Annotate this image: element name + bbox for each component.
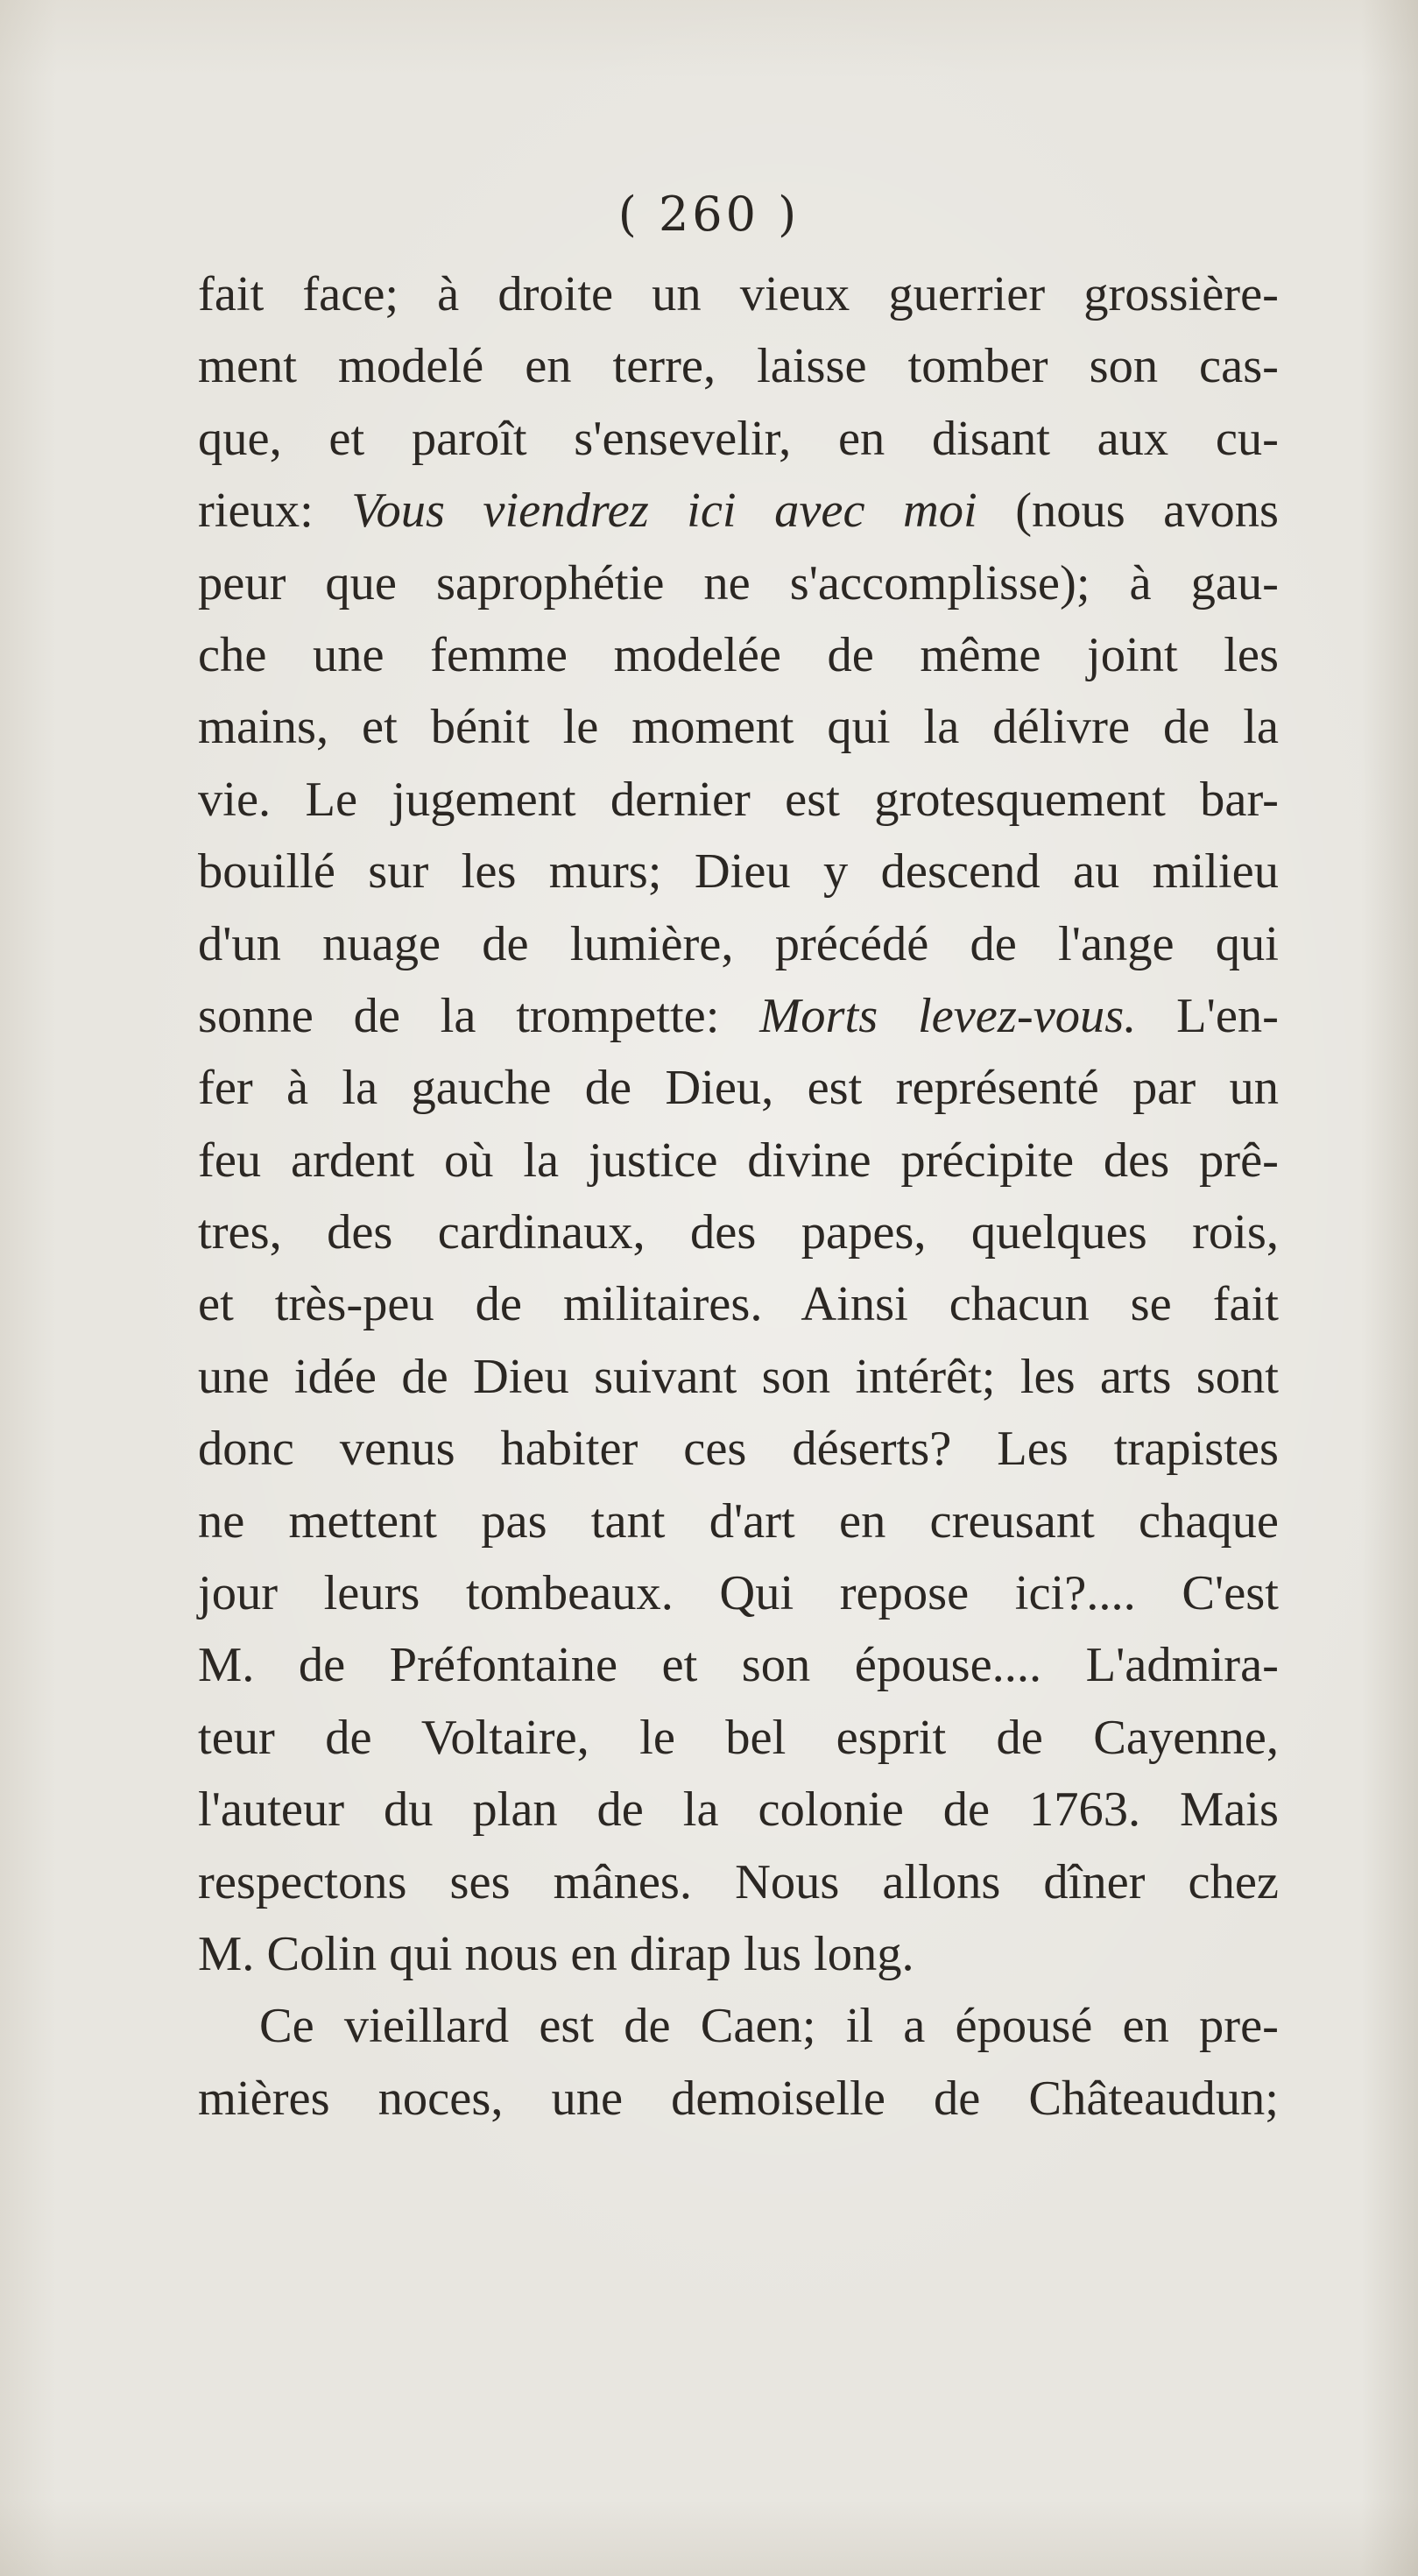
text-line (198, 980, 1279, 1052)
text-segment: sonne de la trompette: (198, 988, 760, 1043)
text-line: ment modelé en terre, laisse tomber son cas- (198, 339, 1279, 394)
text-line: bouillé sur les murs; Dieu y descend au milieu (198, 844, 1279, 900)
text-line: une idée de Dieu suivant son intérêt; les arts sont (198, 1349, 1279, 1404)
text-line: ne mettent pas tant d'art en creusant chaque (198, 1493, 1279, 1549)
text-line: vie. Le jugement dernier est grotesquement bar- (198, 772, 1279, 827)
text-line: jour leurs tombeaux. Qui repose ici?.... C'est (198, 1566, 1279, 1621)
text-line: tres, des cardinaux, des papes, quelques rois, (198, 1205, 1279, 1260)
page-number: ( 260 ) (617, 187, 801, 242)
text-line: Ce vieillard est de Caen; il a épousé en pre- (259, 1999, 1279, 2054)
text-segment: rieux: (198, 483, 352, 539)
text-line: peur que saprophétie ne s'accomplisse); à gau- (198, 555, 1279, 610)
text-line: que, et paroît s'ensevelir, en disant aux cu- (198, 411, 1279, 466)
text-line: mains, et bénit le moment qui la délivre de la (198, 700, 1279, 755)
text-line: d'un nuage de lumière, précédé de l'ange qui (198, 916, 1279, 971)
text-line: fer à la gauche de Dieu, est représenté par un (198, 1061, 1279, 1116)
text-line: mières noces, une demoiselle de Châteaudun; (198, 2071, 1279, 2126)
text-line: M. de Préfontaine et son épouse.... L'admira- (198, 1638, 1279, 1693)
text-line: teur de Voltaire, le bel esprit de Cayenne, (198, 1710, 1279, 1765)
text-line: fait face; à droite un vieux guerrier grossière- (198, 267, 1279, 321)
body-text (198, 258, 1279, 2135)
text-line: l'auteur du plan de la colonie de 1763. Mais (198, 1782, 1279, 1838)
text-line: M. Colin qui nous en dirap lus long. (198, 1926, 914, 1981)
text-line: et très-peu de militaires. Ainsi chacun se fait (198, 1277, 1279, 1332)
text-line: feu ardent où la justice divine précipite des prê- (198, 1133, 1279, 1188)
italic-quote: Morts levez-vous. (759, 988, 1137, 1043)
text-line: donc venus habiter ces déserts? Les trapistes (198, 1422, 1279, 1477)
paragraph (198, 1990, 1279, 2135)
text-segment: L'en- (1136, 988, 1279, 1043)
italic-quote: Vous viendrez ici avec moi (351, 483, 977, 539)
text-line: che une femme modelée de même joint les (198, 627, 1279, 682)
text-line: respectons ses mânes. Nous allons dîner chez (198, 1854, 1279, 1909)
text-line (198, 475, 1279, 547)
paragraph (198, 258, 1279, 1990)
text-segment: (nous avons (977, 483, 1279, 539)
